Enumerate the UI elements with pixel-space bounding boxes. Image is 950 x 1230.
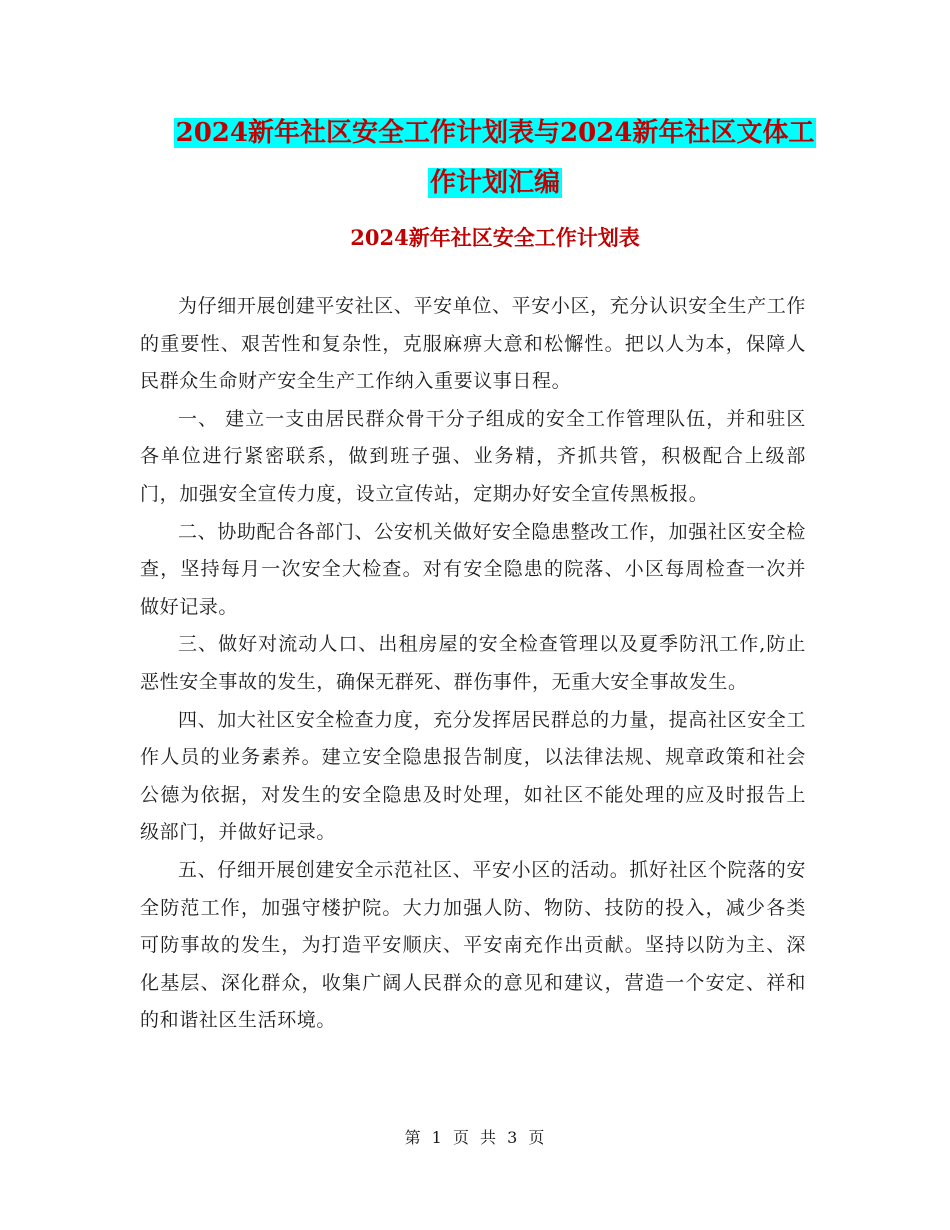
section-title: 2024新年社区安全工作计划表 — [350, 225, 640, 250]
paragraph-item-2: 二、协助配合各部门、公安机关做好安全隐患整改工作，加强社区安全检查，坚持每月一次安全大检查。对有安全隐患的院落、小区每周检查一次并做好记录。 — [140, 520, 806, 618]
document-body — [140, 288, 806, 1040]
paragraph-intro: 为仔细开展创建平安社区、平安单位、平安小区，充分认识安全生产工作的重要性、艰苦性和复杂性，克服麻痹大意和松懈性。把以人为本，保障人民群众生命财产安全生产工作纳入重要议事日程。 — [140, 295, 806, 393]
paragraph-item-3: 三、做好对流动人口、出租房屋的安全检查管理以及夏季防汛工作,防止恶性安全事故的发生，确保无群死、群伤事件，无重大安全事故发生。 — [140, 633, 806, 693]
paragraph-item-4: 四、加大社区安全检查力度，充分发挥居民群总的力量，提高社区安全工作人员的业务素养。建立安全隐患报告制度，以法律法规、规章政策和社会公德为依据，对发生的安全隐患及时处理，如社区不能处理的应及时报告上级部门，并做好记录。 — [140, 708, 806, 844]
page-footer: 第 1 页 共 3 页 — [404, 1128, 546, 1147]
paragraph-item-1: 一、 建立一支由居民群众骨干分子组成的安全工作管理队伍，并和驻区各单位进行紧密联系，做到班子强、业务精，齐抓共管，积极配合上级部门，加强安全宣传力度，设立宣传站，定期办好安全宣传黑板报。 — [140, 407, 806, 505]
document-title — [140, 108, 850, 208]
paragraph-item-5: 五、仔细开展创建安全示范社区、平安小区的活动。抓好社区个院落的安全防范工作，加强守楼护院。大力加强人防、物防、技防的投入，减少各类可防事故的发生，为打造平安顺庆、平安南充作出贡献。坚持以防为主、深化基层、深化群众，收集广阔人民群众的意见和建议，营造一个安定、祥和的和谐社区生活环境。 — [140, 858, 806, 1032]
document-title-line-1: 2024新年社区安全工作计划表与2024新年社区文体工 — [175, 118, 815, 148]
document-title-line-2: 作计划汇编 — [429, 168, 560, 198]
